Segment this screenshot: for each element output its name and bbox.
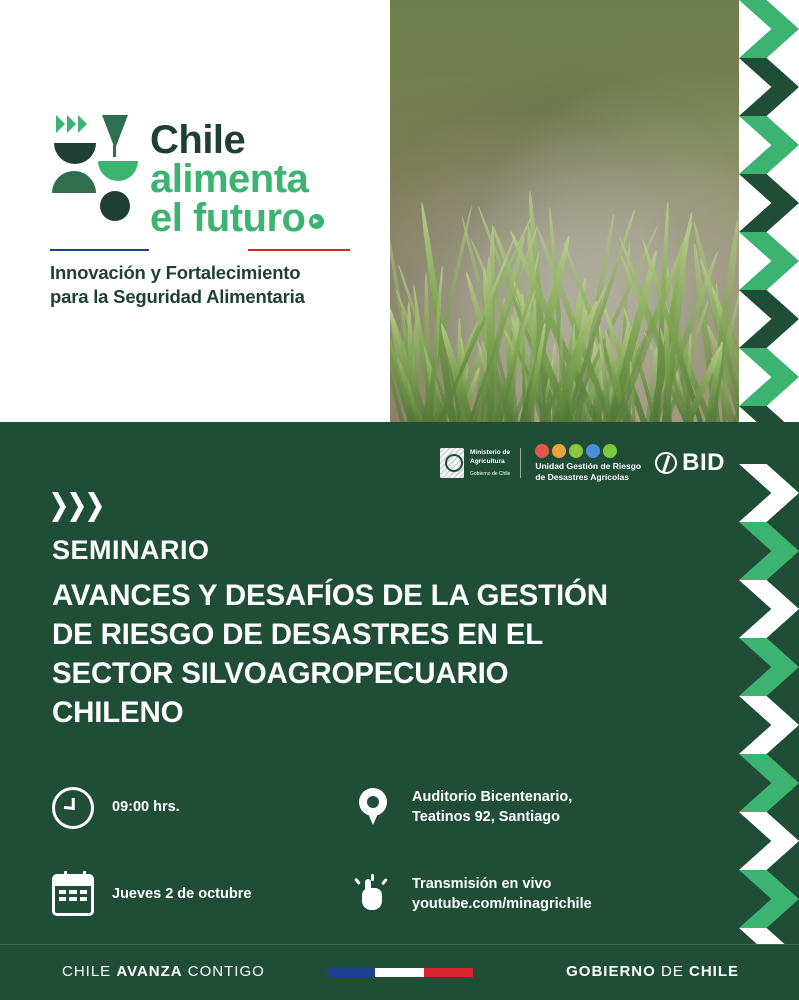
event-stream[interactable] bbox=[412, 875, 592, 914]
bid-logo bbox=[655, 449, 725, 477]
event-time: 09:00 hrs. bbox=[112, 799, 180, 816]
hero-photo-garlic-field bbox=[390, 0, 799, 422]
event-panel bbox=[0, 422, 739, 1000]
detail-date bbox=[52, 874, 352, 916]
footer-flag-icon bbox=[327, 968, 473, 977]
calendar-icon bbox=[52, 874, 94, 916]
risk-icon-fire bbox=[535, 444, 549, 458]
brand-panel bbox=[0, 0, 390, 422]
footer-left-part2: CONTIGO bbox=[182, 963, 265, 980]
event-title bbox=[52, 577, 702, 733]
detail-time bbox=[52, 787, 352, 829]
institution-logos bbox=[440, 444, 725, 482]
footer-slogan bbox=[62, 963, 265, 980]
event-title-line-2: DE RIESGO DE DESASTRES EN EL bbox=[52, 617, 544, 651]
event-date: Jueves 2 de octubre bbox=[112, 886, 252, 903]
plant-blade bbox=[559, 318, 563, 422]
click-hand-icon bbox=[352, 874, 394, 916]
logo-line-3 bbox=[150, 196, 324, 241]
ugr-line-2: de Desastres Agrícolas bbox=[535, 471, 630, 482]
chevron-shape bbox=[739, 58, 799, 116]
brand-logo bbox=[50, 115, 370, 309]
logo-line-3-text: el futuro bbox=[150, 196, 306, 241]
chevron-shape bbox=[739, 522, 799, 580]
clock-icon bbox=[52, 787, 94, 829]
chevron-column bbox=[739, 0, 799, 1000]
footer-right-bold2: CHILE bbox=[689, 963, 739, 980]
chevron-shape bbox=[739, 406, 799, 464]
unidad-gestion-riesgo-logo bbox=[535, 444, 641, 482]
globe-icon bbox=[655, 452, 677, 474]
detail-venue bbox=[352, 787, 712, 829]
risk-icon-plant bbox=[569, 444, 583, 458]
detail-stream bbox=[352, 874, 712, 916]
brand-tagline bbox=[50, 261, 370, 309]
ugr-icon-set bbox=[535, 444, 641, 458]
coat-of-arms-icon bbox=[440, 448, 464, 478]
risk-icon-leaf bbox=[603, 444, 617, 458]
arrow-right-icon bbox=[309, 214, 324, 229]
chevron-shape bbox=[739, 174, 799, 232]
location-pin-icon bbox=[352, 787, 394, 829]
stream-line-1: Transmisión en vivo bbox=[412, 876, 552, 893]
event-details bbox=[52, 787, 712, 916]
minagri-logo bbox=[440, 448, 521, 478]
bid-label: BID bbox=[682, 449, 725, 477]
chevron-shape bbox=[739, 580, 799, 638]
chevron-shape bbox=[739, 638, 799, 696]
chevron-shape bbox=[739, 754, 799, 812]
ugr-line-1: Unidad Gestión de Riesgo bbox=[535, 461, 642, 471]
event-kicker: SEMINARIO bbox=[52, 535, 210, 565]
risk-icon-drought bbox=[552, 444, 566, 458]
logo-flag-rule bbox=[50, 249, 350, 251]
footer-right-bold1: GOBIERNO bbox=[566, 963, 656, 980]
tagline-line-1: Innovación y Fortalecimiento bbox=[50, 261, 301, 283]
chevron-shape bbox=[739, 290, 799, 348]
stream-url[interactable]: youtube.com/minagrichile bbox=[412, 896, 592, 912]
event-venue bbox=[412, 788, 572, 827]
footer-right-normal: DE bbox=[655, 963, 689, 980]
logo-line-2: alimenta bbox=[150, 157, 309, 202]
chile-alimenta-logo-icon bbox=[50, 115, 142, 227]
venue-line-2: Teatinos 92, Santiago bbox=[412, 809, 560, 825]
chevron-shape bbox=[739, 116, 799, 174]
chevron-shape bbox=[739, 464, 799, 522]
chevron-shape bbox=[739, 812, 799, 870]
logo-line-1: Chile bbox=[150, 118, 246, 162]
tagline-line-2: para la Seguridad Alimentaria bbox=[50, 285, 305, 307]
event-title-line-3: SECTOR SILVOAGROPECUARIO bbox=[52, 656, 509, 690]
chevron-shape bbox=[739, 870, 799, 928]
footer-government bbox=[566, 963, 739, 980]
footer-left-part1: CHILE bbox=[62, 963, 117, 980]
minagri-text bbox=[470, 449, 510, 477]
venue-line-1: Auditorio Bicentenario, bbox=[412, 789, 573, 806]
risk-icon-rain bbox=[586, 444, 600, 458]
footer-left-bold: AVANZA bbox=[116, 963, 183, 980]
event-title-line-1: AVANCES Y DESAFÍOS DE LA GESTIÓN bbox=[52, 579, 608, 612]
chevron-shape bbox=[739, 0, 799, 58]
ugr-text bbox=[535, 461, 641, 482]
chevron-shape bbox=[739, 696, 799, 754]
chevron-shape bbox=[739, 232, 799, 290]
ministry-sub: Gobierno de Chile bbox=[470, 470, 511, 477]
event-title-line-4: CHILENO bbox=[52, 695, 184, 729]
poster-footer bbox=[0, 944, 799, 1000]
chevron-accent bbox=[52, 492, 102, 522]
ministry-name-line1: Ministerio de bbox=[470, 449, 511, 457]
ministry-name-line2: Agricultura bbox=[470, 457, 505, 465]
chevron-shape bbox=[739, 348, 799, 406]
